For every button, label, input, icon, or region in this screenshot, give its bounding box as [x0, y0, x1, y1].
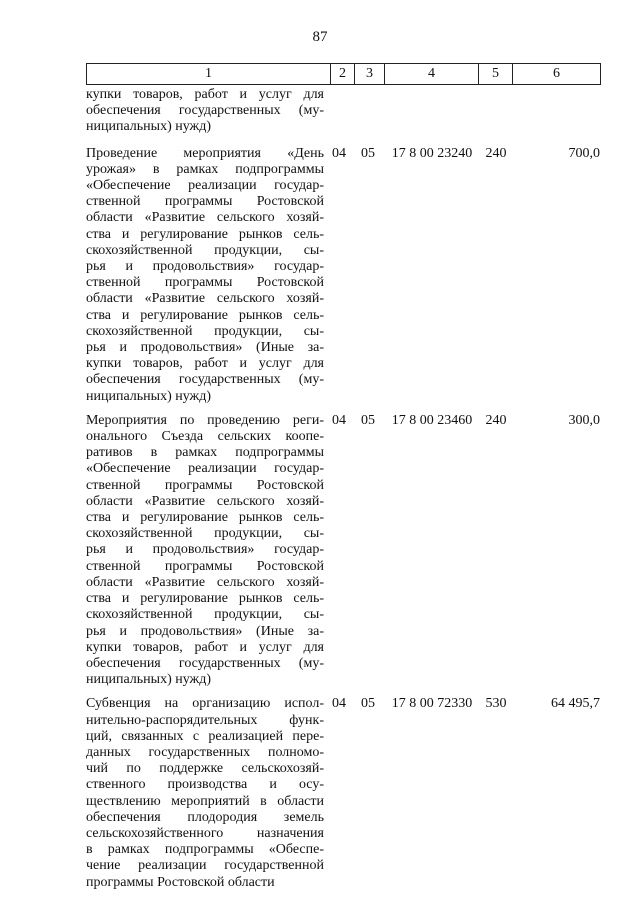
description-line: обеспечения плодородия земель — [86, 809, 324, 825]
description-line: обеспечения государственных (му- — [86, 655, 324, 671]
target-article-code: 17 8 00 72330 — [391, 696, 473, 712]
subsection-code: 05 — [361, 145, 375, 161]
description-line: области «Развитие сельского хозяй- — [86, 574, 324, 590]
row-description — [86, 87, 324, 136]
description-line: чий по поддержке сельскохозяй- — [86, 761, 324, 777]
description-line: скохозяйственной продукции, сы- — [86, 242, 324, 258]
col-header-1: 1 — [87, 64, 331, 85]
description-line: рья и продовольствия» государ- — [86, 542, 324, 558]
description-line: скохозяйственной продукции, сы- — [86, 526, 324, 542]
description-line: ства и регулирование рынков сель- — [86, 226, 324, 242]
section-code: 04 — [332, 412, 346, 428]
description-line: сельскохозяйственного назначения — [86, 825, 324, 841]
description-line: Проведение мероприятия «День — [86, 145, 324, 161]
description-line: области «Развитие сельского хозяй- — [86, 291, 324, 307]
description-line: ства и регулирование рынков сель- — [86, 307, 324, 323]
page-number: 87 — [312, 29, 328, 45]
description-line: рья и продовольствия» (Иные за- — [86, 340, 324, 356]
description-line: рья и продовольствия» (Иные за- — [86, 623, 324, 639]
description-line: купки товаров, работ и услуг для — [86, 639, 324, 655]
description-line: «Обеспечение реализации государ- — [86, 178, 324, 194]
description-line: Мероприятия по проведению реги- — [86, 412, 324, 428]
description-line: рья и продовольствия» государ- — [86, 259, 324, 275]
target-article-code: 17 8 00 23240 — [391, 145, 473, 161]
description-line: обеспечения государственных (му- — [86, 372, 324, 388]
description-line: ственной программы Ростовской — [86, 275, 324, 291]
amount: 64 495,7 — [551, 696, 600, 712]
description-line: ственной программы Ростовской — [86, 194, 324, 210]
description-line: купки товаров, работ и услуг для — [86, 356, 324, 372]
description-line: урожая» в рамках подпрограммы — [86, 161, 324, 177]
col-header-4: 4 — [385, 64, 479, 85]
subsection-code: 05 — [361, 696, 375, 712]
target-article-code: 17 8 00 23460 — [391, 412, 473, 428]
description-line: ративов в рамках подпрограммы — [86, 445, 324, 461]
description-line: ства и регулирование рынков сель- — [86, 591, 324, 607]
col-header-6: 6 — [513, 64, 601, 85]
description-line: ственной программы Ростовской — [86, 477, 324, 493]
col-header-3: 3 — [355, 64, 385, 85]
expense-type-code: 240 — [485, 412, 507, 428]
description-line: ственной программы Ростовской — [86, 558, 324, 574]
description-line: чение реализации государственной — [86, 858, 324, 874]
column-header-table — [86, 63, 601, 85]
description-line: ниципальных) нужд) — [86, 119, 211, 135]
description-line: нительно-распорядительных функ- — [86, 712, 324, 728]
description-line: области «Развитие сельского хозяй- — [86, 493, 324, 509]
table-row — [86, 146, 600, 405]
amount: 700,0 — [568, 145, 600, 161]
table-row — [86, 413, 600, 688]
description-line: области «Развитие сельского хозяй- — [86, 210, 324, 226]
description-line: ций, связанных с реализацией пере- — [86, 728, 324, 744]
amount: 300,0 — [568, 412, 600, 428]
description-line: купки товаров, работ и услуг для — [86, 87, 324, 102]
description-line: Субвенция на организацию испол- — [86, 696, 324, 712]
description-line: данных государственных полномо- — [86, 744, 324, 760]
expense-type-code: 240 — [485, 145, 507, 161]
expense-type-code: 530 — [485, 696, 507, 712]
description-line: обеспечения государственных (му- — [86, 103, 324, 119]
description-line: онального Съезда сельских коопе- — [86, 429, 324, 445]
col-header-5: 5 — [479, 64, 513, 85]
description-line: программы Ростовской области — [86, 874, 275, 890]
column-header-row — [87, 64, 601, 85]
row-description — [86, 413, 324, 688]
table-row — [86, 696, 600, 890]
description-line: ниципальных) нужд) — [86, 672, 211, 688]
table-body — [86, 87, 600, 899]
col-header-2: 2 — [331, 64, 355, 85]
description-line: скохозяйственной продукции, сы- — [86, 323, 324, 339]
section-code: 04 — [332, 696, 346, 712]
description-line: в рамках подпрограммы «Обеспе- — [86, 842, 324, 858]
section-code: 04 — [332, 145, 346, 161]
description-line: ственного производства и осу- — [86, 777, 324, 793]
table-row — [86, 87, 600, 136]
description-line: ществлению мероприятий в области — [86, 793, 324, 809]
description-line: скохозяйственной продукции, сы- — [86, 607, 324, 623]
row-description — [86, 146, 324, 405]
subsection-code: 05 — [361, 412, 375, 428]
description-line: ства и регулирование рынков сель- — [86, 510, 324, 526]
description-line: «Обеспечение реализации государ- — [86, 461, 324, 477]
description-line: ниципальных) нужд) — [86, 388, 211, 404]
row-description — [86, 696, 324, 890]
